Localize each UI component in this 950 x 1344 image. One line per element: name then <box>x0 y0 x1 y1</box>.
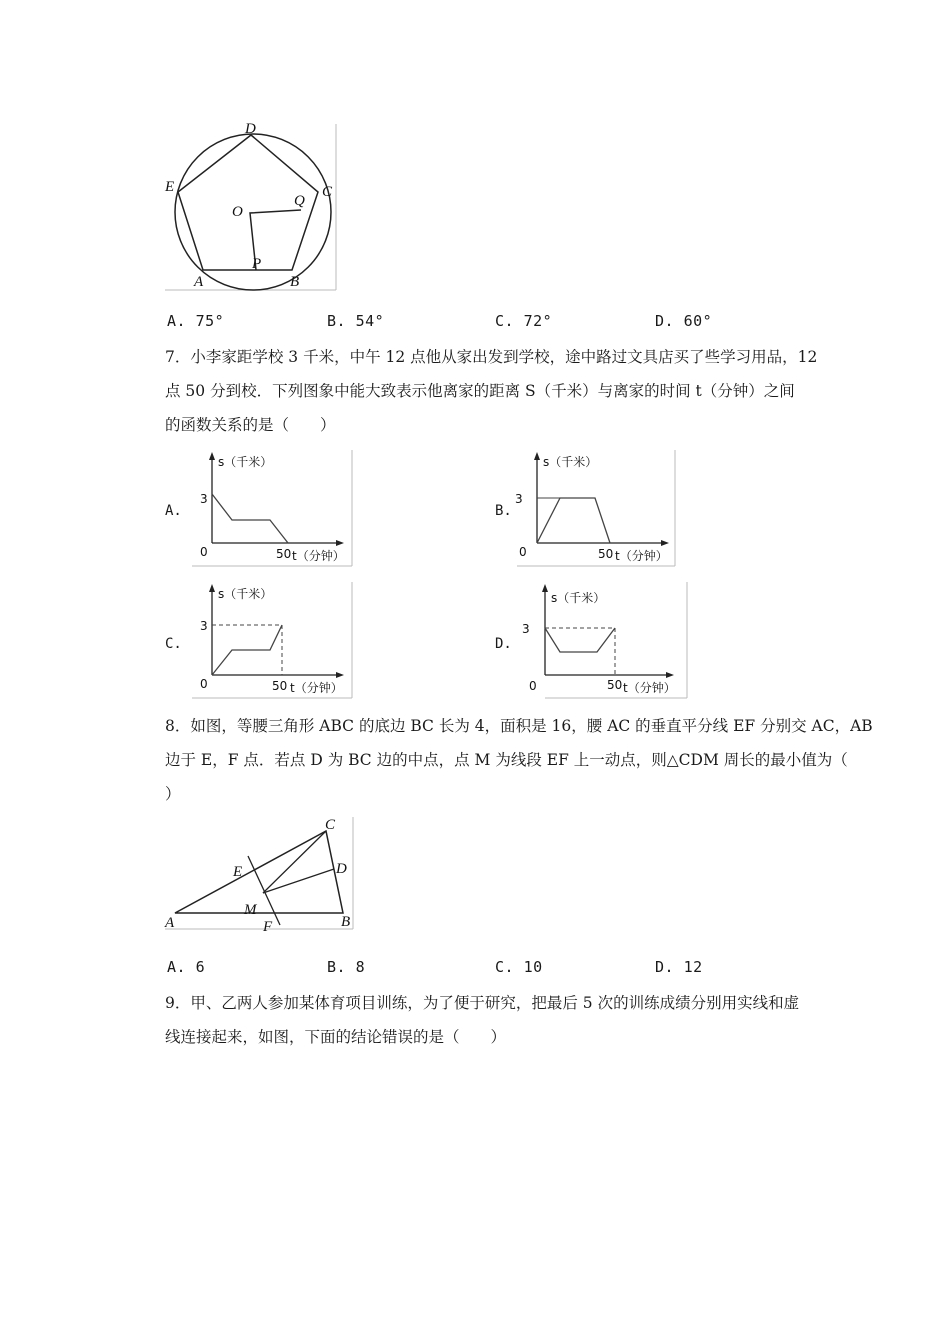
q7-line-1: 7．小李家距学校 3 千米，中午 12 点他从家出发到学校，途中路过文具店买了些学习用品，12 <box>165 348 818 366</box>
q8-stem <box>165 709 873 811</box>
graph-b-x-tick: 50 <box>598 547 614 561</box>
graph-a-y-label: s（千米） <box>218 455 273 469</box>
q7-graph-b[interactable] <box>515 448 680 568</box>
q6-pentagon-figure <box>163 120 343 295</box>
label-a: A <box>194 274 204 290</box>
label-e: E <box>233 864 243 880</box>
q9-line-2: 线连接起来，如图，下面的结论错误的是（ ） <box>165 1028 507 1046</box>
label-c: C <box>325 817 336 833</box>
q7-option-a-letter[interactable]: A. <box>165 503 182 519</box>
q6-option-a[interactable]: A. 75° <box>167 312 225 330</box>
q7-line-3: 的函数关系的是（ ） <box>165 416 336 434</box>
graph-a-y-tick: 3 <box>200 492 208 506</box>
label-d: D <box>245 121 256 137</box>
label-c: C <box>322 184 333 200</box>
q8-option-a[interactable]: A. 6 <box>167 958 206 976</box>
segment-cm <box>263 831 326 893</box>
q8-option-c[interactable]: C. 10 <box>495 958 543 976</box>
label-a: A <box>165 915 175 931</box>
q7-stem <box>165 340 818 442</box>
label-m: M <box>244 902 257 918</box>
graph-b-x-label: t（分钟） <box>615 549 668 563</box>
q7-option-d-letter[interactable]: D. <box>495 636 512 652</box>
graph-b-y-label: s（千米） <box>543 455 598 469</box>
graph-d-y-tick: 3 <box>522 622 530 636</box>
graph-c-origin: 0 <box>200 677 208 691</box>
graph-a-x-label: t（分钟） <box>292 549 345 563</box>
graph-c-y-label: s（千米） <box>218 587 273 601</box>
graph-c-x-tick: 50 <box>272 679 288 693</box>
label-d: D <box>336 861 347 877</box>
triangle-abc <box>175 831 343 913</box>
q8-option-d[interactable]: D. 12 <box>655 958 703 976</box>
q7-graph-d[interactable] <box>515 580 690 700</box>
segment-md <box>263 869 334 893</box>
q8-option-b[interactable]: B. 8 <box>327 958 366 976</box>
q9-line-1: 9．甲、乙两人参加某体育项目训练，为了便于研究，把最后 5 次的训练成绩分别用实线和虚 <box>165 994 800 1012</box>
q7-graph-c[interactable] <box>190 580 355 700</box>
q7-option-b-letter[interactable]: B. <box>495 503 512 519</box>
graph-b-origin: 0 <box>519 545 527 559</box>
q6-option-c[interactable]: C. 72° <box>495 312 553 330</box>
label-b: B <box>290 274 300 290</box>
label-f: F <box>263 919 273 935</box>
graph-d-x-label: t（分钟） <box>623 681 676 695</box>
q6-option-d[interactable]: D. 60° <box>655 312 713 330</box>
graph-c-y-tick: 3 <box>200 619 208 633</box>
graph-a-origin: 0 <box>200 545 208 559</box>
graph-d-origin: 0 <box>529 679 537 693</box>
q8-triangle-figure <box>163 815 358 935</box>
q8-line-3: ） <box>165 785 181 803</box>
label-p: P <box>252 256 262 272</box>
label-o: O <box>232 204 243 220</box>
q7-graph-a[interactable] <box>190 448 355 568</box>
q6-option-b[interactable]: B. 54° <box>327 312 385 330</box>
graph-d-x-tick: 50 <box>607 678 623 692</box>
q7-line-2: 点 50 分到校．下列图象中能大致表示他离家的距离 S（千米）与离家的时间 t（分钟）之间 <box>165 382 795 400</box>
label-b: B <box>341 914 351 930</box>
graph-b-y-tick: 3 <box>515 492 523 506</box>
q8-line-2: 边于 E，F 点．若点 D 为 BC 边的中点，点 M 为线段 EF 上一动点，则△CDM 周长的最小值为（ <box>165 751 848 769</box>
q9-stem <box>165 986 805 1054</box>
graph-d-y-label: s（千米） <box>551 591 606 605</box>
q7-option-c-letter[interactable]: C. <box>165 636 182 652</box>
q8-line-1: 8．如图，等腰三角形 ABC 的底边 BC 长为 4，面积是 16，腰 AC 的垂直平分线 EF 分别交 AC，AB <box>165 717 873 735</box>
label-q: Q <box>294 193 305 209</box>
graph-c-x-label: t（分钟） <box>290 681 343 695</box>
graph-a-x-tick: 50 <box>276 547 292 561</box>
label-e: E <box>165 179 175 195</box>
